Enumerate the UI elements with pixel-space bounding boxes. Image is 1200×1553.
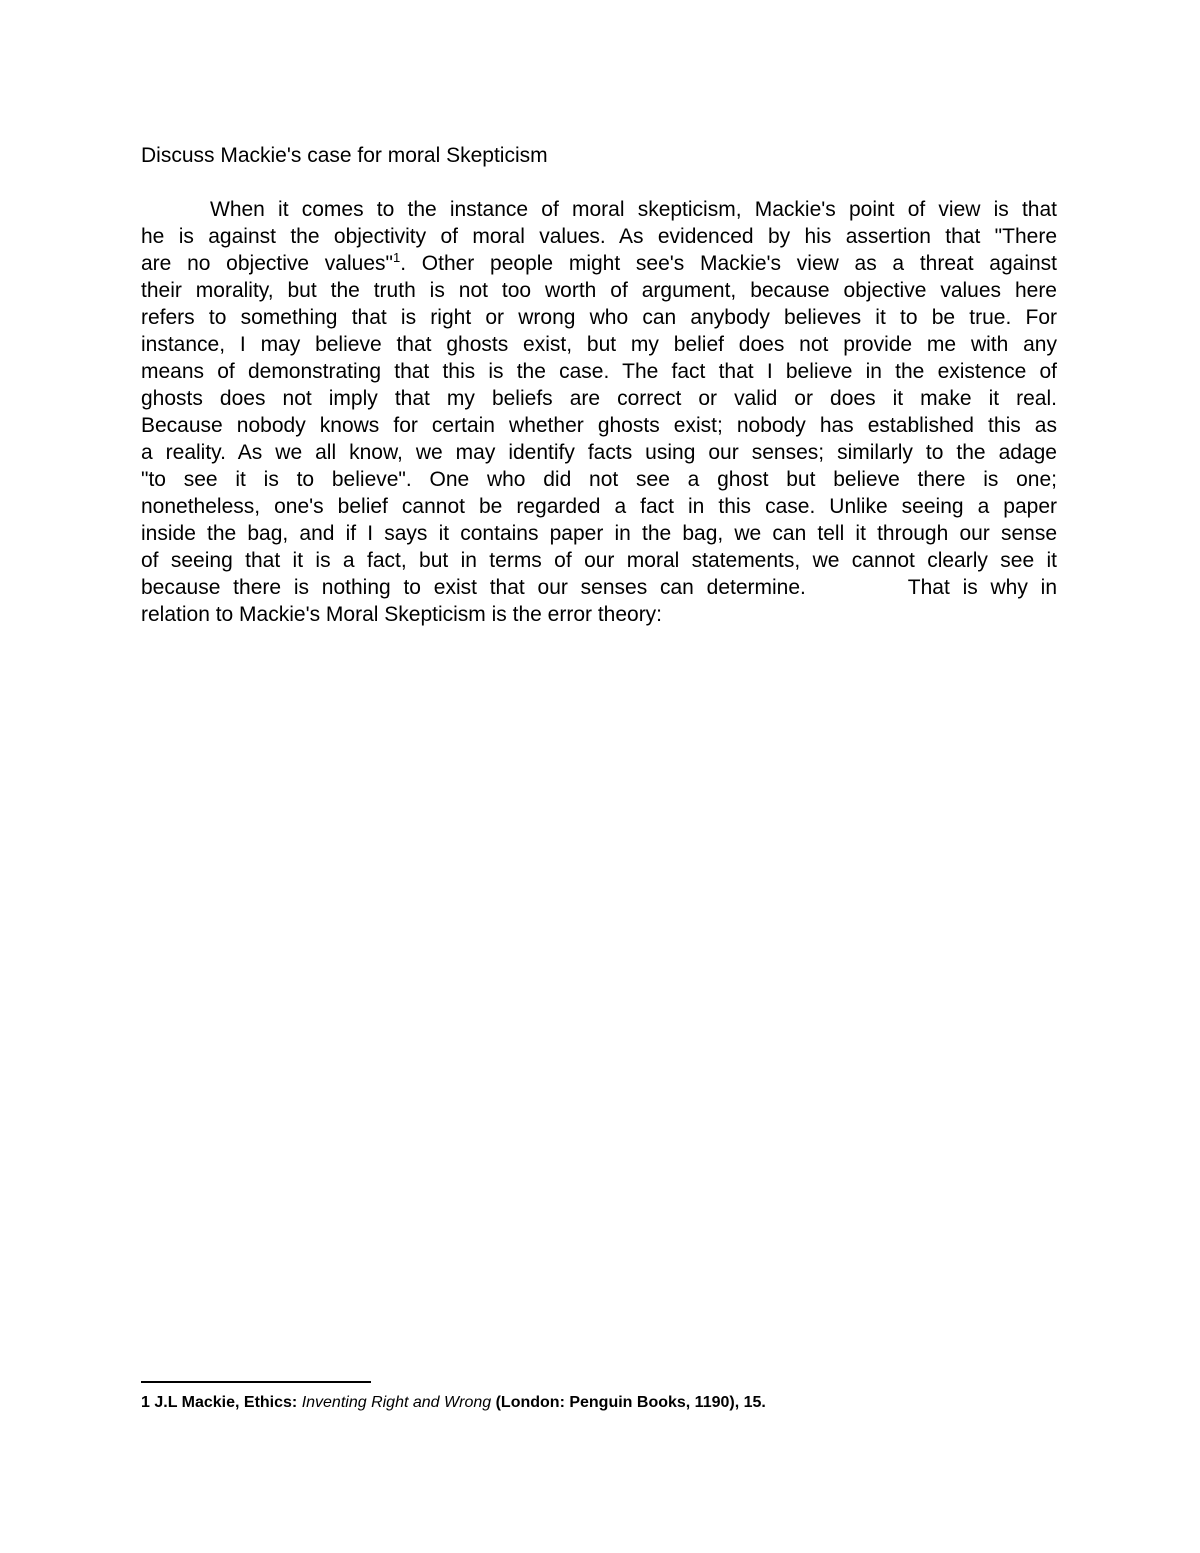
body-line-8: ghosts does not imply that my beliefs are correct or valid or does it make it real. — [141, 387, 1057, 410]
footnote-reference: 1 — [392, 250, 401, 265]
body-line-3-start: are no objective values" — [141, 252, 393, 275]
body-line-9: Because nobody knows for certain whether ghosts exist; nobody has established this as — [141, 414, 1057, 437]
body-line-1: When it comes to the instance of moral skepticism, Mackie's point of view is that — [210, 198, 1057, 221]
body-line-10: a reality. As we all know, we may identify facts using our senses; similarly to the adage — [141, 441, 1057, 464]
body-line-7: means of demonstrating that this is the case. The fact that I believe in the existence of — [141, 360, 1057, 383]
body-line-15: because there is nothing to exist that our senses can determine. That is why in — [141, 576, 1057, 599]
body-line-2: he is against the objectivity of moral values. As evidenced by his assertion that "There — [141, 225, 1057, 248]
body-line-13: inside the bag, and if I says it contains paper in the bag, we can tell it through our sense — [141, 522, 1057, 545]
body-line-16: relation to Mackie's Moral Skepticism is the error theory: — [141, 603, 663, 626]
document-title: Discuss Mackie's case for moral Skepticism — [141, 144, 548, 167]
footnote-separator — [141, 1381, 371, 1383]
body-line-4: their morality, but the truth is not too worth of argument, because objective values here — [141, 279, 1057, 302]
body-line-14: of seeing that it is a fact, but in terms of our moral statements, we cannot clearly see it — [141, 549, 1057, 572]
body-line-5: refers to something that is right or wrong who can anybody believes it to be true. For — [141, 306, 1057, 329]
body-line-3 — [141, 250, 1057, 277]
footnote-author: J.L Mackie, Ethics: — [154, 1394, 298, 1411]
body-line-3-end: . Other people might see's Mackie's view as a threat against — [400, 252, 1057, 275]
footnote — [141, 1392, 1057, 1414]
footnote-number: 1 — [141, 1394, 150, 1411]
body-line-12: nonetheless, one's belief cannot be regarded a fact in this case. Unlike seeing a paper — [141, 495, 1057, 518]
footnote-publication: (London: Penguin Books, 1190), 15. — [495, 1394, 766, 1411]
footnote-title: Inventing Right and Wrong — [301, 1394, 492, 1411]
body-line-11: "to see it is to believe". One who did not see a ghost but believe there is one; — [141, 468, 1057, 491]
body-line-6: instance, I may believe that ghosts exist, but my belief does not provide me with any — [141, 333, 1057, 356]
